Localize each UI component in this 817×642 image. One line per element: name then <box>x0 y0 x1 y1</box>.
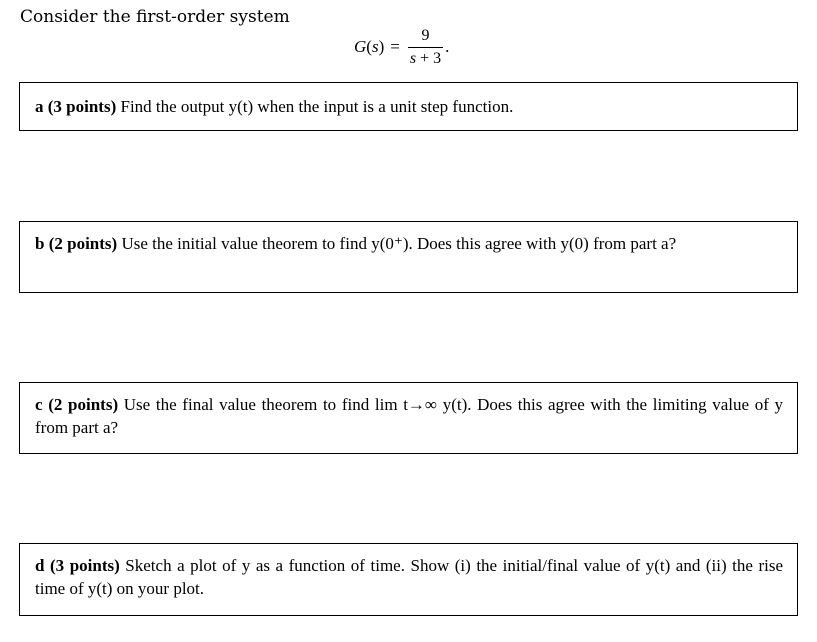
equation-lhs: G(s) <box>354 37 385 56</box>
question-d-box <box>19 543 798 616</box>
question-b-text: Use the initial value theorem to find y(0⁺). Does this agree with y(0) from part a? <box>121 234 677 253</box>
question-a-heading: a (3 points) <box>35 97 117 116</box>
fraction-numerator: 9 <box>421 26 430 44</box>
equals-sign: = <box>390 37 400 56</box>
question-c-box <box>19 382 798 454</box>
question-b-heading: b (2 points) <box>35 234 118 253</box>
question-d-text: Sketch a plot of y as a function of time. Show (i) the initial/final value of y(t) and (ii) the rise time of y(t) on your plot. <box>35 556 784 598</box>
question-a-box <box>19 82 798 131</box>
equation-period: . <box>445 37 450 56</box>
question-a-text: Find the output y(t) when the input is a unit step function. <box>120 97 514 116</box>
question-c-text: Use the final value theorem to find lim t→∞ y(t). Does this agree with the limiting value of y from part a? <box>35 395 784 437</box>
fraction <box>408 27 443 68</box>
transfer-function-equation <box>354 22 449 72</box>
problem-intro: Consider the first-order system <box>20 7 290 27</box>
question-b-box <box>19 221 798 293</box>
question-c-heading: c (2 points) <box>35 395 119 414</box>
fraction-bar <box>408 47 443 48</box>
question-d-heading: d (3 points) <box>35 556 120 575</box>
fraction-denominator: s + 3 <box>409 49 442 67</box>
